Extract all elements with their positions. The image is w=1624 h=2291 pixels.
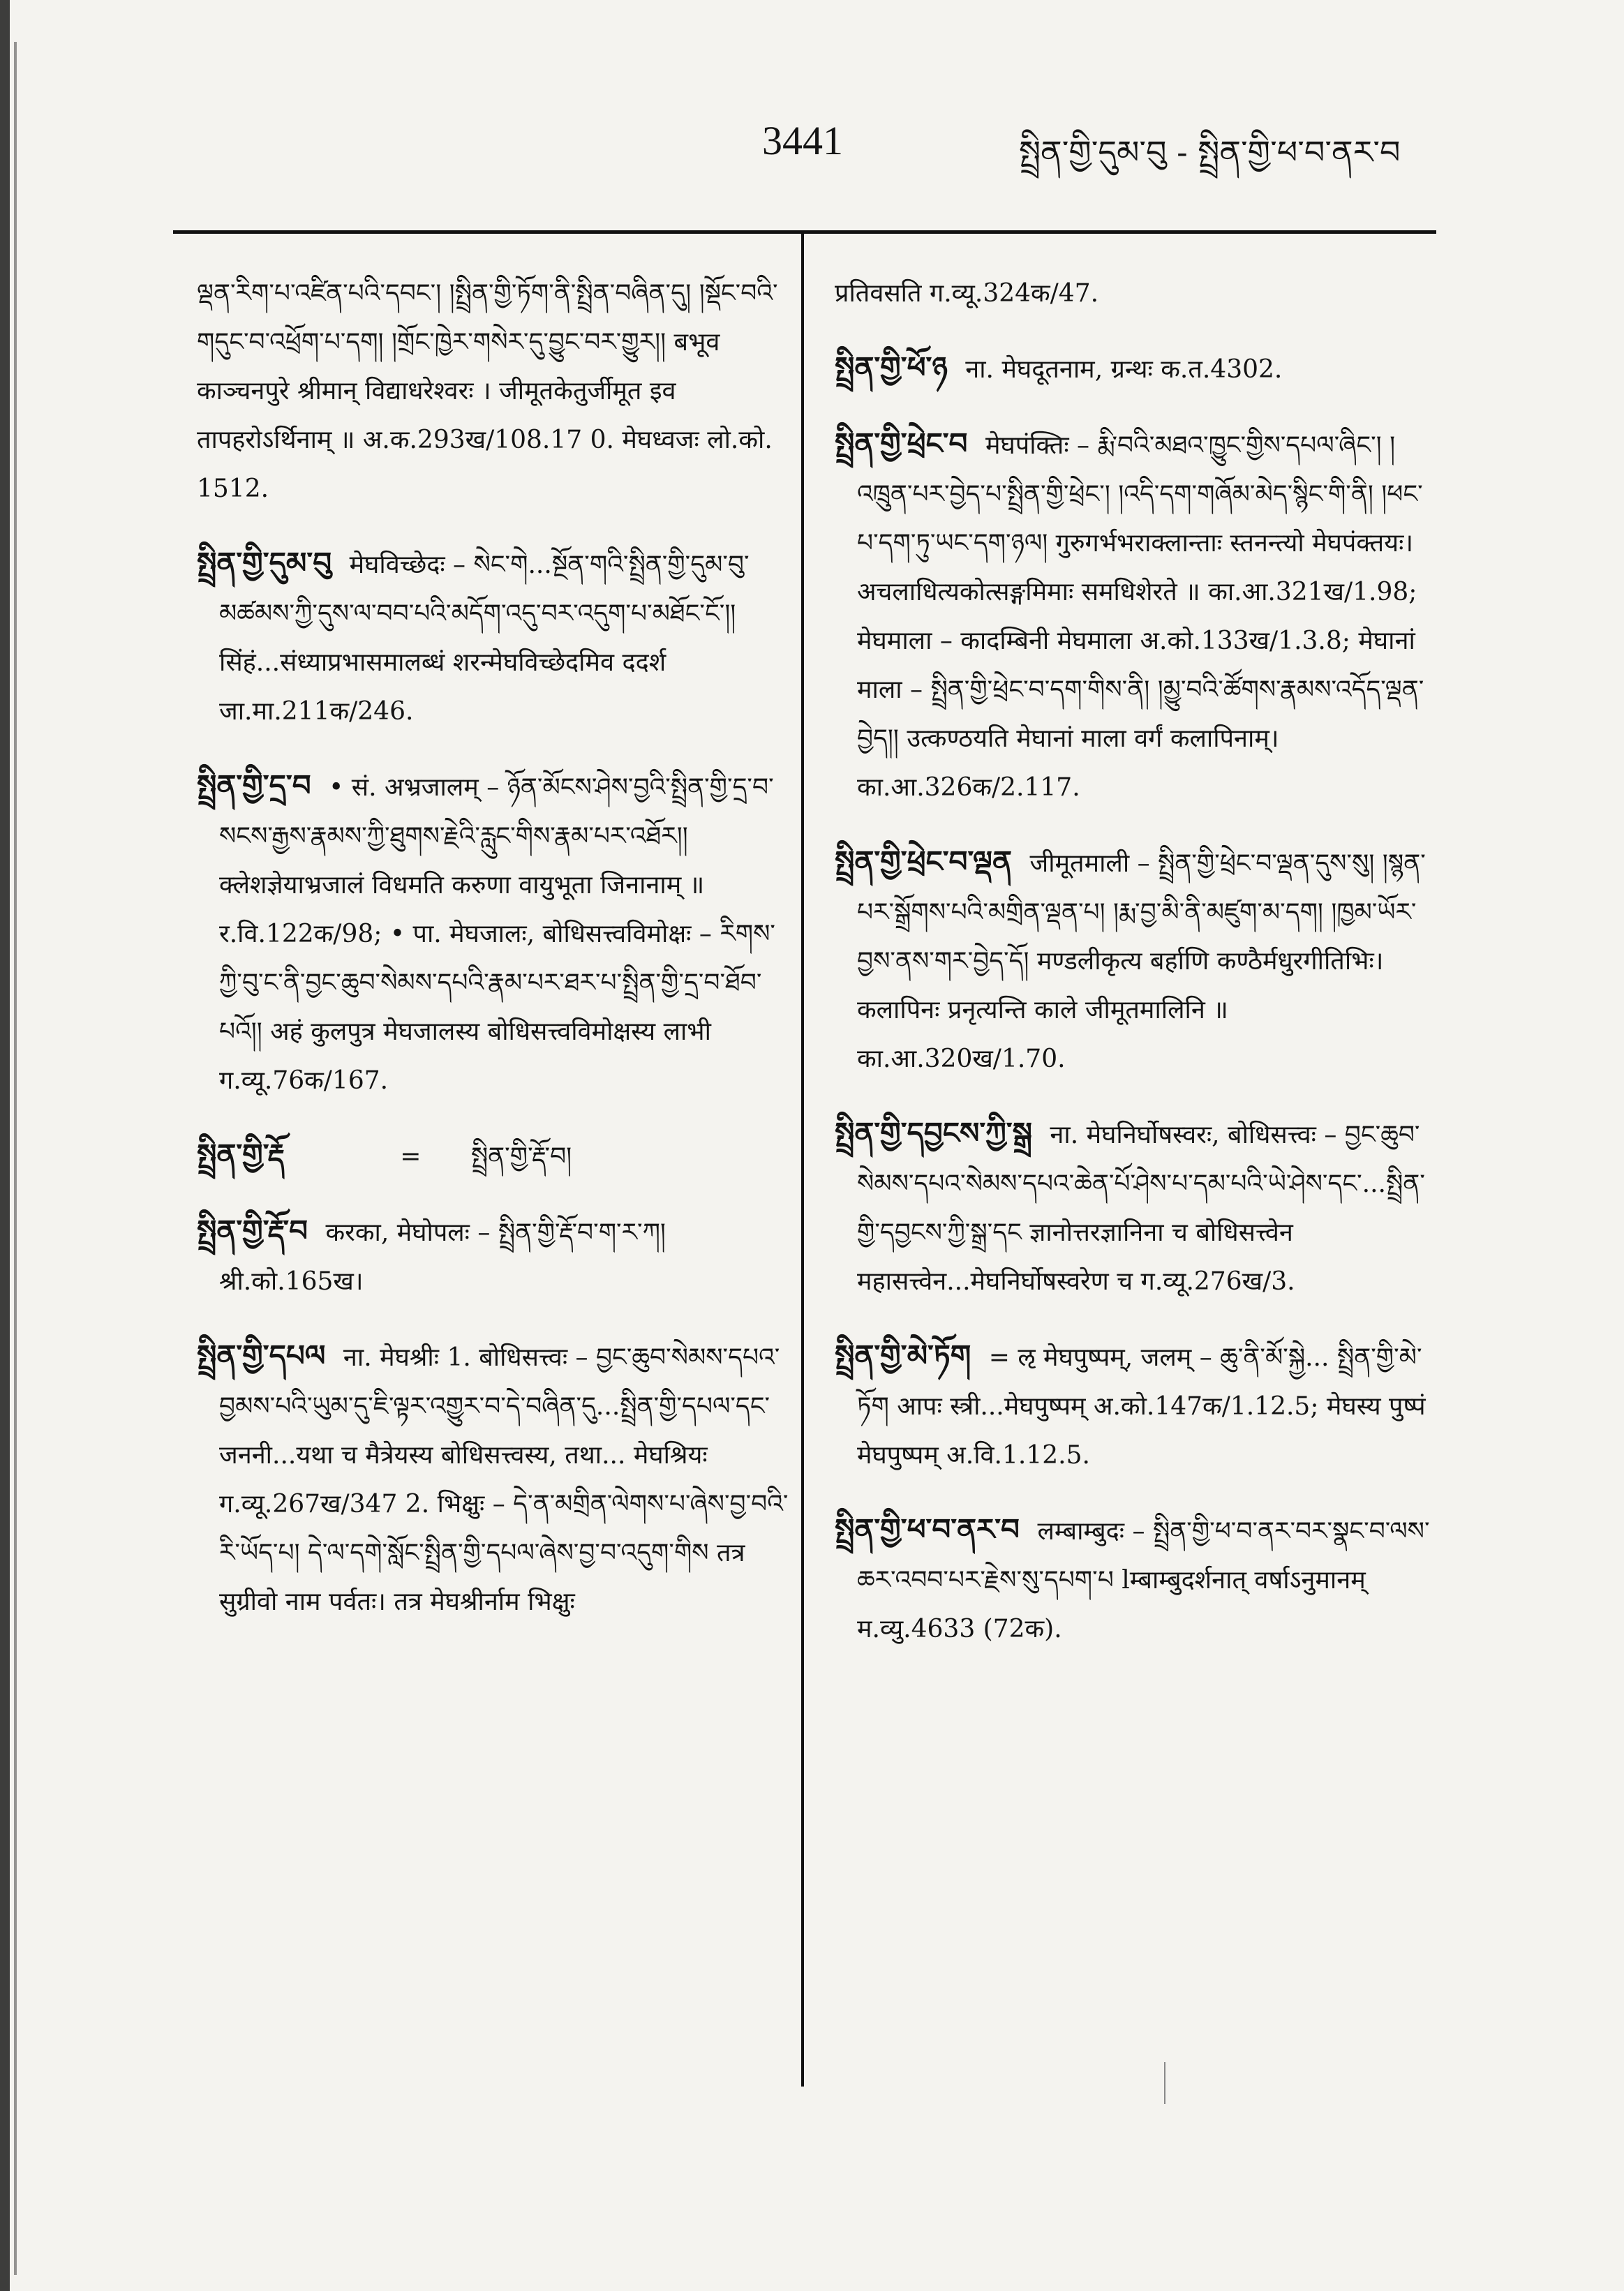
scan-mark — [1164, 2062, 1165, 2104]
crossref-equals: = — [400, 1142, 422, 1171]
entry-headword: སྤྲིན་གྱི་དྲ་བ — [197, 768, 311, 803]
entry-headword: སྤྲིན་གྱི་རྡོ — [197, 1137, 285, 1172]
entry-headword: སྤྲིན་གྱི་ཕོ་ཉ — [835, 350, 948, 385]
dictionary-entry — [835, 1331, 1442, 1480]
dictionary-entry — [835, 1109, 1442, 1306]
entry-text: प्रतिवसति ग.व्यू.324क/47. — [835, 279, 1099, 308]
dictionary-entry — [835, 343, 1442, 394]
entry-text: करका, मेघोपलः – སྤྲིན་གྱི་རྡོ་བ་ག་ར་ཀ། श्री.को.165ख। — [219, 1218, 666, 1296]
binding-shadow — [0, 0, 10, 2291]
entry-text: = ऌ मेघपुष्पम्, जलम् – ཆུ་ནི་མོ་སྐྱེ... སྤྲིན་གྱི་མེ་ཏོག आपः स्त्री...मेघपुष्पम् अ.को.147क/1.12.5; मेघस्य पुष्पं मेघपुष्पम् अ.वि.1.12.5. — [857, 1343, 1426, 1470]
dictionary-entry — [197, 761, 797, 1105]
dictionary-entry — [197, 1207, 797, 1306]
dictionary-entry — [197, 269, 797, 514]
entry-text: • सं. अभ्रजालम् – ཉོན་མོངས་ཤེས་བྱའི་སྤྲིན་གྱི་དྲ་བ་སངས་རྒྱས་རྣམས་ཀྱི་ཐུགས་རྗེའི་རླུང་གིས་རྣམ་པར་འཐོར།། क्लेशज्ञेयाभ्रजालं विधमति करुणा वायुभूता जिनानाम् ॥ र.वि.122क/98; • पा. मेघजालः, बोधिसत्त्वविमोक्षः – རིགས་ཀྱི་བུ་ང་ནི་བྱང་ཆུབ་སེམས་དཔའི་རྣམ་པར་ཐར་པ་སྤྲིན་གྱི་དྲ་བ་ཐོབ་པའོ།། अहं कुलपुत्र मेघजालस्य बोधिसत्त्वविमोक्षस्य लाभी ग.व्यू.76क/167. — [219, 773, 775, 1095]
dictionary-entry-crossref — [197, 1130, 797, 1181]
binding-edge — [14, 42, 17, 2275]
entry-text: ना. मेघश्रीः 1. बोधिसत्त्वः – བྱང་ཆུབ་སེམས་དཔའ་བྱམས་པའི་ཡུམ་དུ་ཇི་ལྟར་འགྱུར་བ་དེ་བཞིན་དུ...སྤྲིན་གྱི་དཔལ་དང་ जननी...यथा च मैत्रेयस्य बोधिसत्त्वस्य, तथा... मेघश्रियः ग.व्यू.267ख/347 2. भिक्षुः – དེ་ན་མགྲིན་ལེགས་པ་ཞེས་བྱ་བའི་རི་ཡོད་པ། དེ་ལ་དགེ་སློང་སྤྲིན་གྱི་དཔལ་ཞེས་བྱ་བ་འདུག་གིས तत्र सुग्रीवो नाम पर्वतः। तत्र मेघश्रीर्नाम भिक्षुः — [219, 1343, 789, 1616]
entry-headword: སྤྲིན་གྱི་དུམ་བུ — [197, 546, 332, 580]
entry-headword: སྤྲིན་གྱི་ཕྲེང་བ — [835, 426, 968, 461]
crossref-target: སྤྲིན་གྱི་རྡོ་བ། — [470, 1142, 572, 1171]
entry-text: मेघपंक्तिः – རྨི་བའི་མཐའ་ཁྱུང་གྱིས་དཔལ་ཞིང་། །འཁྲུན་པར་བྱེད་པ་སྤྲིན་གྱི་ཕྲེང་། །འདི་དག་གཞོམ་མེད་སྙིང་གི་ནི། །ཕང་པ་དག་ཏུ་ཡང་དག་ཉལ། गुरुगर्भभराक्लान्ताः स्तनन्त्यो मेघपंक्तयः। अचलाधित्यकोत्सङ्गमिमाः समधिशेरते ॥ का.आ.321ख/1.98; मेघमाला – कादम्बिनी मेघमाला अ.को.133ख/1.3.8; मेघानां माला – སྤྲིན་གྱི་ཕྲེང་བ་དག་གིས་ནི། །མྱུ་བའི་ཚོགས་རྣམས་འདོད་ལྡན་བྱེད།། उत्कण्ठयति मेघानां माला वर्गं कलापिनाम्। का.आ.326क/2.117. — [857, 431, 1424, 802]
entry-headword: སྤྲིན་གྱི་དབྱངས་ཀྱི་སྒྲ — [835, 1116, 1032, 1150]
right-column — [835, 244, 1442, 1672]
dictionary-entry — [835, 837, 1442, 1084]
entry-headword: སྤྲིན་གྱི་མེ་ཏོག — [835, 1338, 971, 1373]
left-column — [197, 244, 797, 1645]
entry-text: ना. मेघनिर्घोषस्वरः, बोधिसत्त्वः – བྱང་ཆུབ་སེམས་དཔའ་སེམས་དཔའ་ཆེན་པོ་ཤེས་པ་དམ་པའི་ཡེ་ཤེས་དང་...སྤྲིན་གྱི་དབྱངས་ཀྱི་སྒྲ་དང ज्ञानोत्तरज्ञानिना च बोधिसत्त्वेन महासत्त्वेन...मेघनिर्घोषस्वरेण च ग.व्यू.276ख/3. — [857, 1121, 1425, 1296]
dictionary-entry — [197, 1331, 797, 1627]
entry-text: ལྡན་རིག་པ་འཛིན་པའི་དབང་། །སྤྲིན་གྱི་ཏོག་ནི་སྤྲིན་བཞིན་དུ། །སྡོང་བའི་གདུང་བ་འཕྲོག་པ་དག། །གྲོང་ཁྱེར་གསེར་དུ་བྱུང་བར་གྱུར།། बभूव काञ्चनपुरे श्रीमान् विद्याधरेश्वरः । जीमूतकेतुर्जीमूत इव तापहरोऽर्थिनाम् ॥ अ.क.293ख/108.17 0. मेघध्वजः लो.को. 1512. — [197, 279, 778, 503]
entry-text: लम्बाम्बुदः – སྤྲིན་གྱི་ཕ་བ་ནར་བར་སྣང་བ་ལས་ཆར་འབབ་པར་རྗེས་སུ་དཔག་པ lम्बाम्बुदर्शनात् वर्षाऽनुमानम् म.व्यु.4633 (72क). — [857, 1517, 1430, 1643]
entry-headword: སྤྲིན་གྱི་རྡོ་བ — [197, 1214, 308, 1248]
dictionary-entry — [835, 419, 1442, 812]
dictionary-entry — [835, 1505, 1442, 1654]
entry-headword: སྤྲིན་གྱི་ཕྲེང་བ་ལྡན — [835, 844, 1013, 879]
entry-headword: སྤྲིན་གྱི་ཕ་བ་ནར་བ — [835, 1512, 1020, 1546]
entry-text: ना. मेघदूतनाम, ग्रन्थः क.त.4302. — [965, 355, 1283, 384]
entry-text: जीमूतमाली – སྤྲིན་གྱི་ཕྲེང་བ་ལྡན་དུས་སུ། །སྙན་པར་སྒྲོགས་པའི་མགྲིན་ལྡན་པ། །རྨ་བྱ་མི་ནི་མཛུག་མ་དག། །ཁྱམ་ཡོར་བྱས་ནས་གར་བྱེད་དོ། मण्डलीकृत्य बर्हाणि कण्ठैर्मधुरगीतिभिः। कलापिनः प्रनृत्यन्ति काले जीमूतमालिनि ॥ का.आ.320ख/1.70. — [857, 849, 1426, 1073]
header-rule — [173, 230, 1436, 234]
running-head: སྤྲིན་གྱི་དུམ་བུ - སྤྲིན་གྱི་ཕ་བ་ནར་བ — [1019, 133, 1401, 171]
page-number: 3441 — [762, 118, 843, 163]
column-divider — [801, 230, 804, 2087]
entry-headword: སྤྲིན་གྱི་དཔལ — [197, 1338, 326, 1373]
dictionary-entry — [197, 539, 797, 736]
entry-text: मेघविच्छेदः – སེང་གེ...སྔོན་གའི་སྤྲིན་གྱི་དུམ་བུ་མཚམས་ཀྱི་དུས་ལ་བབ་པའི་མདོག་འདུ་བར་འདུག་པ་མཐོང་ངོ་།། सिंहं...संध्याप्रभासमालब्धं शरन्मेघविच्छेदमिव ददर्श जा.मा.211क/246. — [219, 551, 750, 726]
dictionary-entry — [835, 269, 1442, 318]
